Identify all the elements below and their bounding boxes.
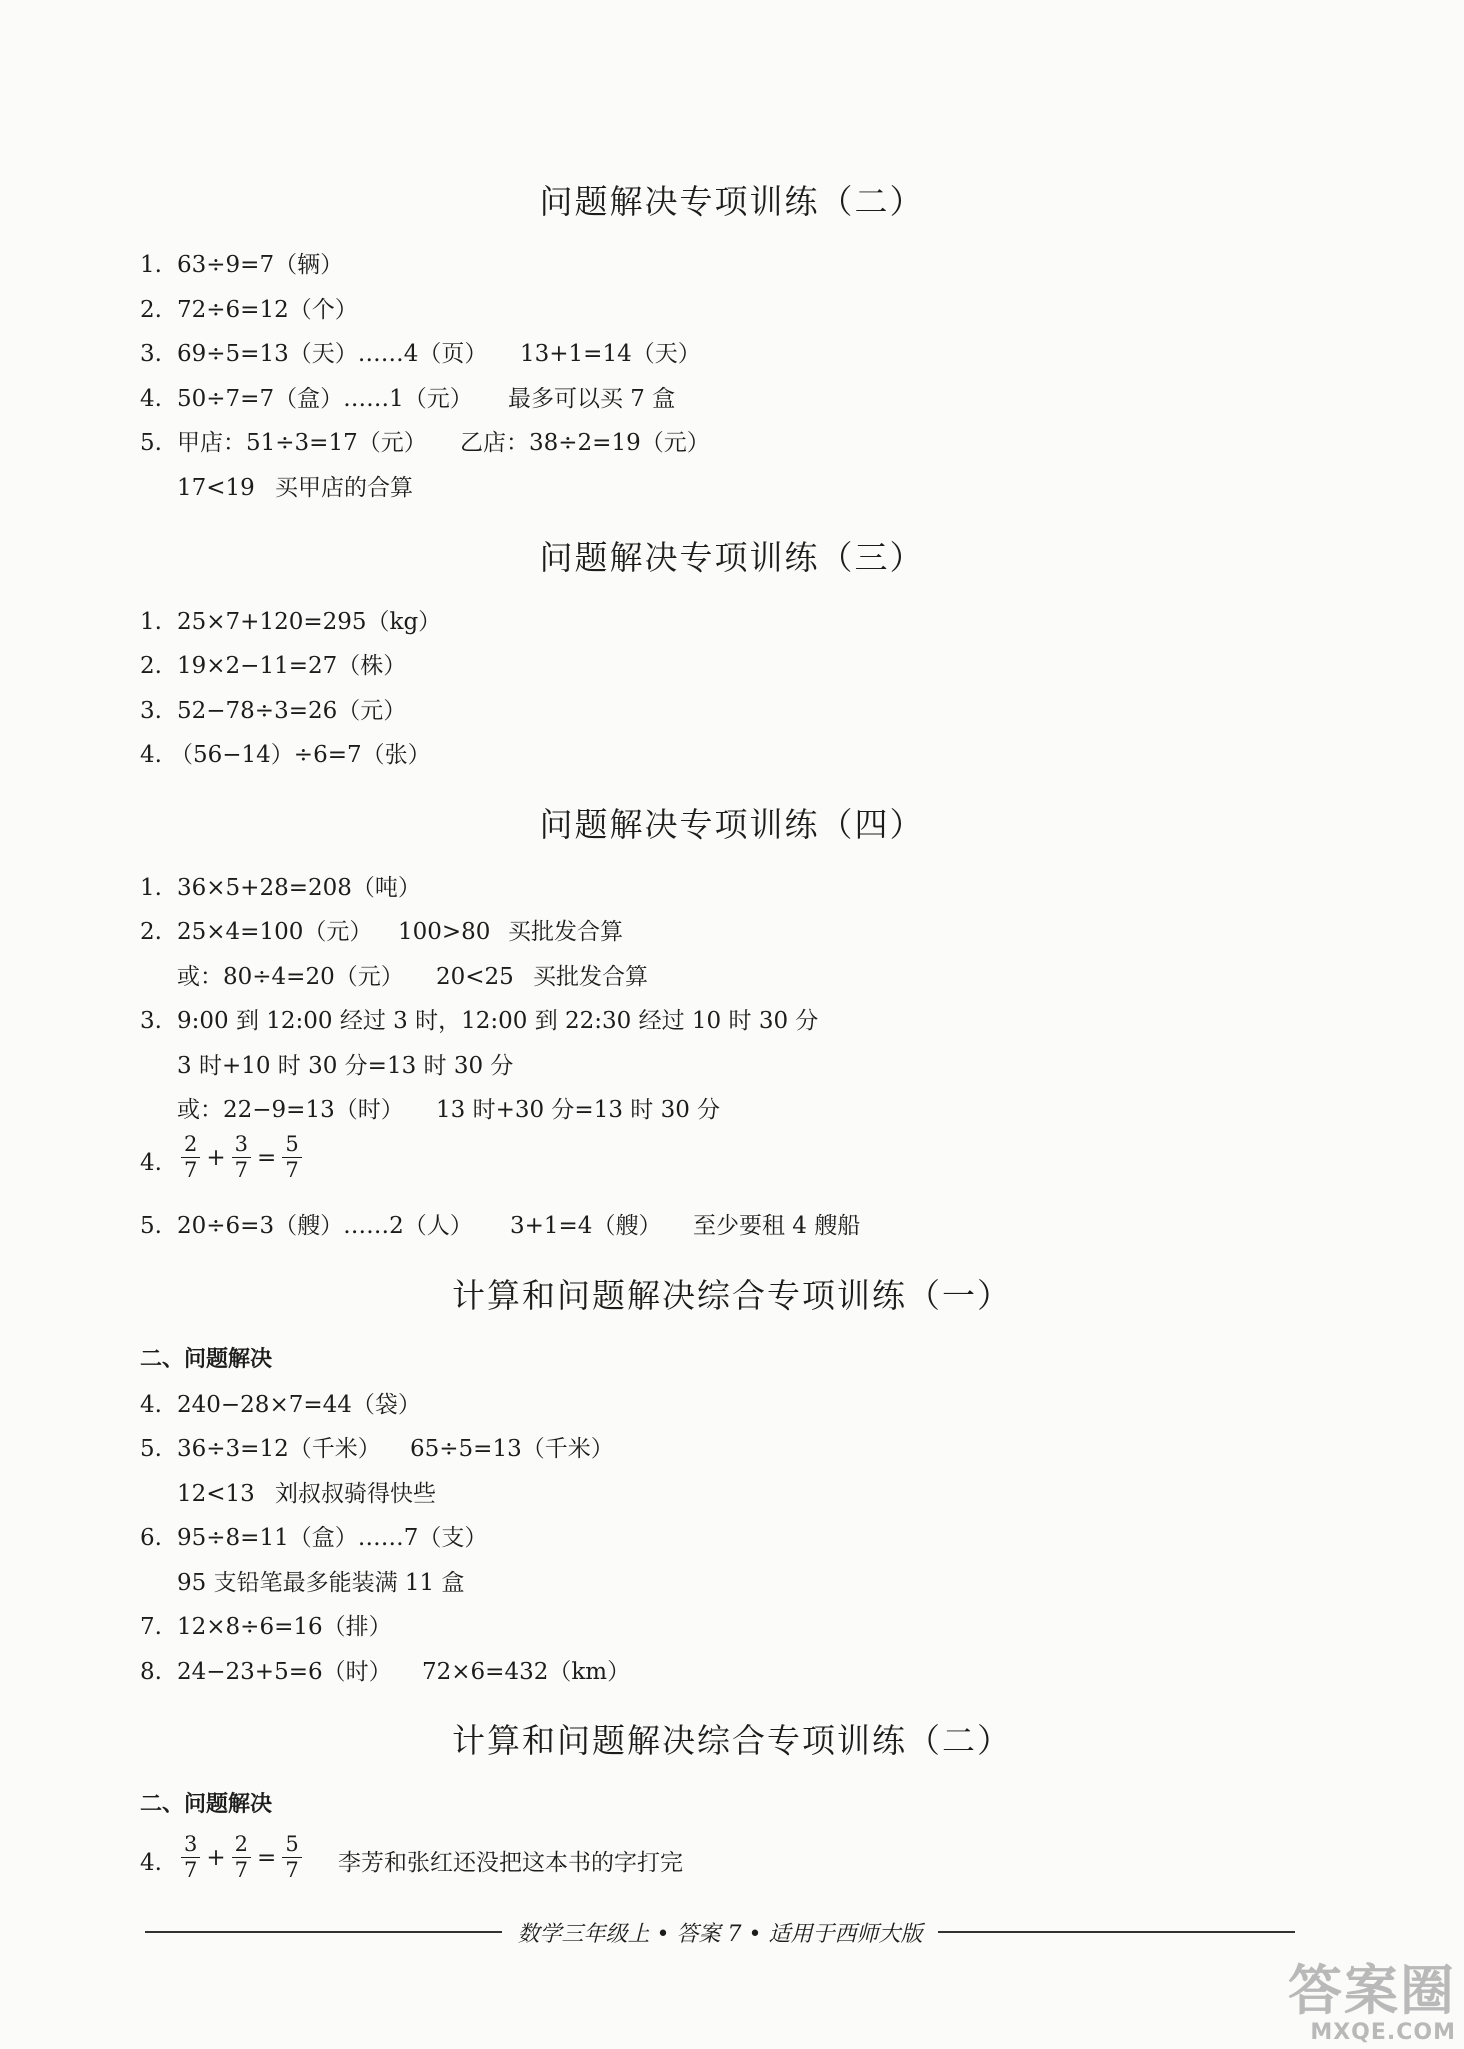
subsection-heading: 二、问题解决 bbox=[140, 1347, 273, 1372]
section-title-1: 问题解决专项训练（二） bbox=[539, 182, 925, 221]
fraction: $\frac{5}{7}$ bbox=[282, 1132, 301, 1183]
answer-text: 或：80÷4=20（元） bbox=[177, 964, 404, 990]
answer-text: 3+1=4（艘） bbox=[510, 1213, 662, 1239]
answer-text: 25×7+120=295（kg） bbox=[177, 609, 442, 635]
item-number: 5. bbox=[140, 430, 162, 456]
answer-text: 买批发合算 bbox=[508, 919, 623, 945]
item-number: 4. bbox=[140, 1850, 162, 1876]
answer-text: 63÷9=7（辆） bbox=[177, 252, 344, 278]
answer-text: 至少要租 4 艘船 bbox=[693, 1213, 861, 1239]
fraction: $\frac{3}{7}$ bbox=[232, 1132, 251, 1183]
answer-text: 24−23+5=6（时） bbox=[177, 1659, 392, 1685]
answer-text: 13+1=14（天） bbox=[520, 341, 701, 367]
item-number: 3. bbox=[140, 698, 162, 724]
section-title-2: 问题解决专项训练（三） bbox=[539, 538, 925, 577]
page-footer bbox=[145, 1912, 1295, 1952]
item-number: 1. bbox=[140, 252, 162, 278]
answer-text: 最多可以买 7 盒 bbox=[508, 386, 676, 412]
item-number: 3. bbox=[140, 341, 162, 367]
section-title-4: 计算和问题解决综合专项训练（一） bbox=[452, 1276, 1012, 1315]
fraction-equation: $\frac{3}{7}$ + $\frac{2}{7}$ = $\frac{5}{7}$ bbox=[177, 1832, 306, 1883]
item-number: 1. bbox=[140, 609, 162, 635]
answer-text: 19×2−11=27（株） bbox=[177, 653, 407, 679]
answer-text: 50÷7=7（盒）……1（元） bbox=[177, 386, 473, 412]
answer-text: 买甲店的合算 bbox=[275, 475, 413, 501]
fraction: $\frac{5}{7}$ bbox=[282, 1832, 301, 1883]
answer-text: 65÷5=13（千米） bbox=[410, 1436, 614, 1462]
item-number: 8. bbox=[140, 1659, 162, 1685]
answer-text: 12<13 bbox=[177, 1481, 255, 1507]
answer-text: 20÷6=3（艘）……2（人） bbox=[177, 1213, 473, 1239]
answer-text: 240−28×7=44（袋） bbox=[177, 1392, 421, 1418]
answer-text: （56−14）÷6=7（张） bbox=[170, 742, 431, 768]
answer-text: 52−78÷3=26（元） bbox=[177, 698, 407, 724]
item-number: 4. bbox=[140, 386, 162, 412]
answer-text: 刘叔叔骑得快些 bbox=[275, 1481, 436, 1507]
site-watermark bbox=[1288, 1959, 1456, 2045]
item-number: 2. bbox=[140, 653, 162, 679]
watermark-url: MXQE.COM bbox=[1310, 2020, 1456, 2045]
item-number: 7. bbox=[140, 1614, 162, 1640]
answer-text: 69÷5=13（天）……4（页） bbox=[177, 341, 488, 367]
fraction: $\frac{2}{7}$ bbox=[232, 1832, 251, 1883]
subsection-heading: 二、问题解决 bbox=[140, 1792, 273, 1817]
item-number: 2. bbox=[140, 297, 162, 323]
answer-text: 20<25 bbox=[436, 964, 514, 990]
item-number: 4. bbox=[140, 1392, 162, 1418]
section-title-5: 计算和问题解决综合专项训练（二） bbox=[452, 1721, 1012, 1760]
answer-text: 甲店：51÷3=17（元） bbox=[177, 430, 427, 456]
item-number: 5. bbox=[140, 1436, 162, 1462]
item-number: 4. bbox=[140, 1150, 162, 1176]
footer-text: 数学三年级上 • 答案 7 • 适用于西师大版 bbox=[517, 1921, 923, 1947]
answer-text: 12×8÷6=16（排） bbox=[177, 1614, 392, 1640]
answer-text: 3 时+10 时 30 分=13 时 30 分 bbox=[177, 1053, 514, 1079]
item-number: 3. bbox=[140, 1008, 162, 1034]
answer-text: 25×4=100（元） bbox=[177, 919, 373, 945]
item-number: 5. bbox=[140, 1213, 162, 1239]
answer-text: 72×6=432（km） bbox=[422, 1659, 631, 1685]
footer-rule-left bbox=[145, 1931, 502, 1933]
item-number: 2. bbox=[140, 919, 162, 945]
item-number: 6. bbox=[140, 1525, 162, 1551]
item-number: 4. bbox=[140, 742, 162, 768]
answer-text: 9:00 到 12:00 经过 3 时，12:00 到 22:30 经过 10 时 30 分 bbox=[177, 1008, 819, 1034]
answer-text: 或：22−9=13（时） bbox=[177, 1097, 404, 1123]
answer-text: 李芳和张红还没把这本书的字打完 bbox=[338, 1850, 683, 1876]
fraction: $\frac{3}{7}$ bbox=[181, 1832, 200, 1883]
answer-text: 100>80 bbox=[398, 919, 491, 945]
item-number: 1. bbox=[140, 875, 162, 901]
footer-rule-right bbox=[938, 1931, 1295, 1933]
answer-text: 95 支铅笔最多能装满 11 盒 bbox=[177, 1570, 465, 1596]
answer-text: 13 时+30 分=13 时 30 分 bbox=[436, 1097, 721, 1123]
fraction-equation: $\frac{2}{7}$ + $\frac{3}{7}$ = $\frac{5}{7}$ bbox=[177, 1132, 306, 1183]
watermark-logo: 答案圈 bbox=[1288, 1959, 1456, 2022]
answer-text: 乙店：38÷2=19（元） bbox=[460, 430, 710, 456]
answer-text: 36÷3=12（千米） bbox=[177, 1436, 381, 1462]
answer-text: 36×5+28=208（吨） bbox=[177, 875, 421, 901]
answer-text: 买批发合算 bbox=[533, 964, 648, 990]
fraction: $\frac{2}{7}$ bbox=[181, 1132, 200, 1183]
section-title-3: 问题解决专项训练（四） bbox=[539, 805, 925, 844]
answer-text: 95÷8=11（盒）……7（支） bbox=[177, 1525, 488, 1551]
answer-text: 17<19 bbox=[177, 475, 255, 501]
answer-text: 72÷6=12（个） bbox=[177, 297, 358, 323]
